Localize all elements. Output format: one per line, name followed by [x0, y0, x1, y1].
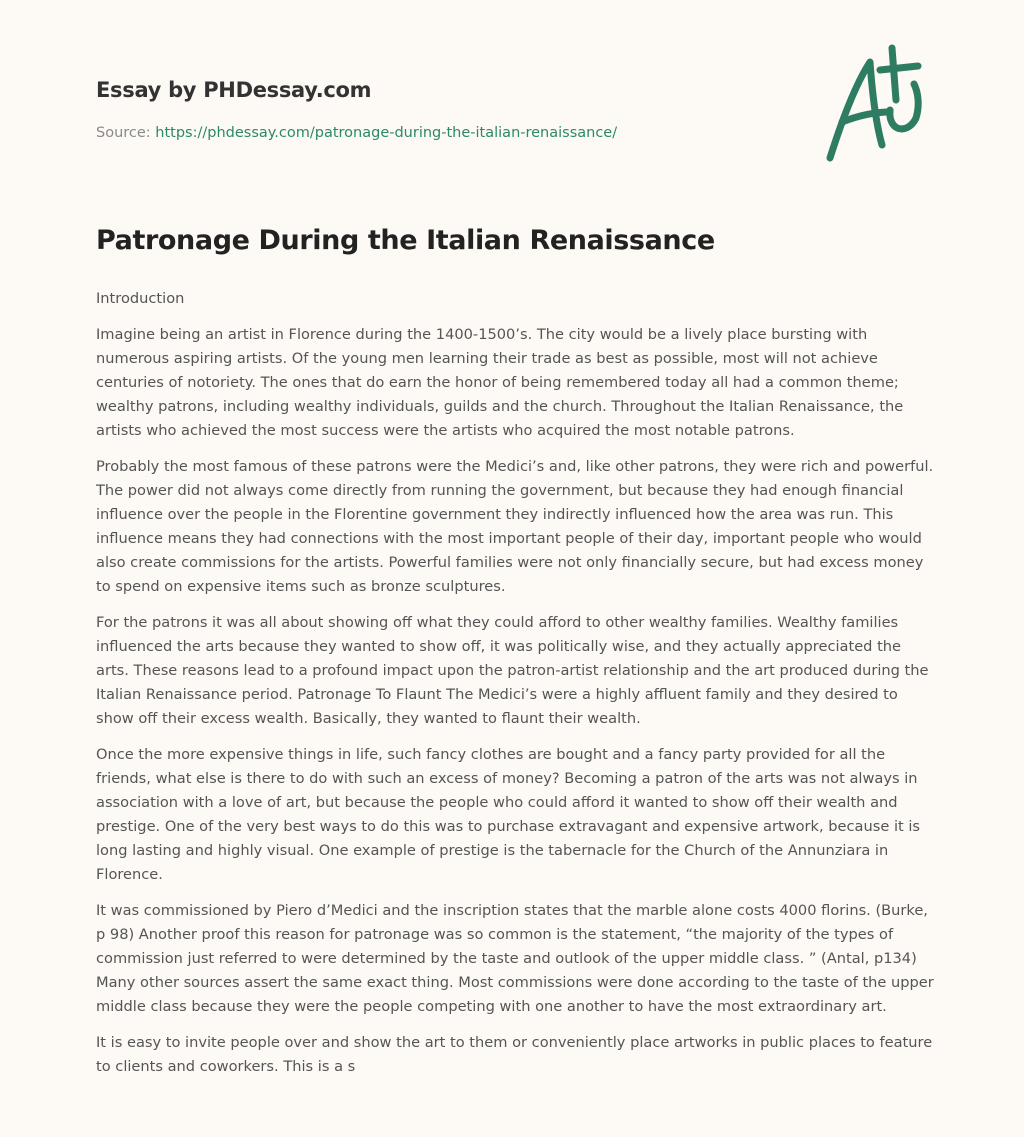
article-title: Patronage During the Italian Renaissance — [96, 225, 715, 256]
source-line — [96, 125, 617, 141]
paragraph: Once the more expensive things in life, such fancy clothes are bought and a fancy party provided for all the friends, what else is there to do with such an excess of money? Becoming a patron of the arts was not always in association with a love of art, but because the people who could afford it wanted to show off their wealth and prestige. One of the very best ways to do this was to purchase extravagant and expensive artwork, because it is long lasting and highly visual. One example of prestige is the tabernacle for the Church of the Annunziara in Florence. — [96, 746, 921, 883]
paragraph: For the patrons it was all about showing off what they could afford to other wealthy families. Wealthy families influenced the arts because they wanted to show off, it was politically wise, and they actually appreciated the arts. These reasons lead to a profound impact upon the patron-artist relationship and the art produced during the Italian Renaissance period. Patronage To Flaunt The Medici’s were a highly affluent family and they desired to show off their excess wealth. Basically, they wanted to flaunt their wealth. — [96, 614, 929, 727]
article-body — [96, 287, 936, 1091]
paragraph: Imagine being an artist in Florence during the 1400-1500’s. The city would be a lively place bursting with numerous aspiring artists. Of the young men learning their trade as best as possible, most will not achieve centuries of notoriety. The ones that do earn the honor of being remembered today all had a common theme; wealthy patrons, including wealthy individuals, guilds and the church. Throughout the Italian Renaissance, the artists who achieved the most success were the artists who acquired the most notable patrons. — [96, 326, 904, 439]
paragraph: Probably the most famous of these patrons were the Medici’s and, like other patrons, they were rich and powerful. The power did not always come directly from running the government, but because they had enough financial influence over the people in the Florentine government they indirectly influenced how the area was run. This influence means they had connections with the most important people of their day, important people who would also create commissions for the artists. Powerful families were not only financially secure, but had excess money to spend on expensive items such as bronze sculptures. — [96, 458, 934, 595]
site-title: Essay by PHDessay.com — [96, 78, 372, 102]
source-label: Source: — [96, 125, 156, 141]
section-heading: Introduction — [96, 290, 185, 307]
source-link[interactable]: https://phdessay.com/patronage-during-the-italian-renaissance/ — [155, 125, 618, 141]
paragraph: It was commissioned by Piero d’Medici and the inscription states that the marble alone costs 4000 florins. (Burke, p 98) Another proof this reason for patronage was so common is the statement, “the majority of the types of commission just referred to were determined by the taste and outlook of the upper middle class. ” (Antal, p134) Many other sources assert the same exact thing. Most commissions were done according to the taste of the upper middle class because they were the people competing with one another to have the most extraordinary art. — [96, 902, 934, 1015]
paragraph: It is easy to invite people over and show the art to them or conveniently place artworks in public places to feature to clients and coworkers. This is a s — [96, 1034, 933, 1075]
a-plus-logo — [820, 40, 930, 165]
